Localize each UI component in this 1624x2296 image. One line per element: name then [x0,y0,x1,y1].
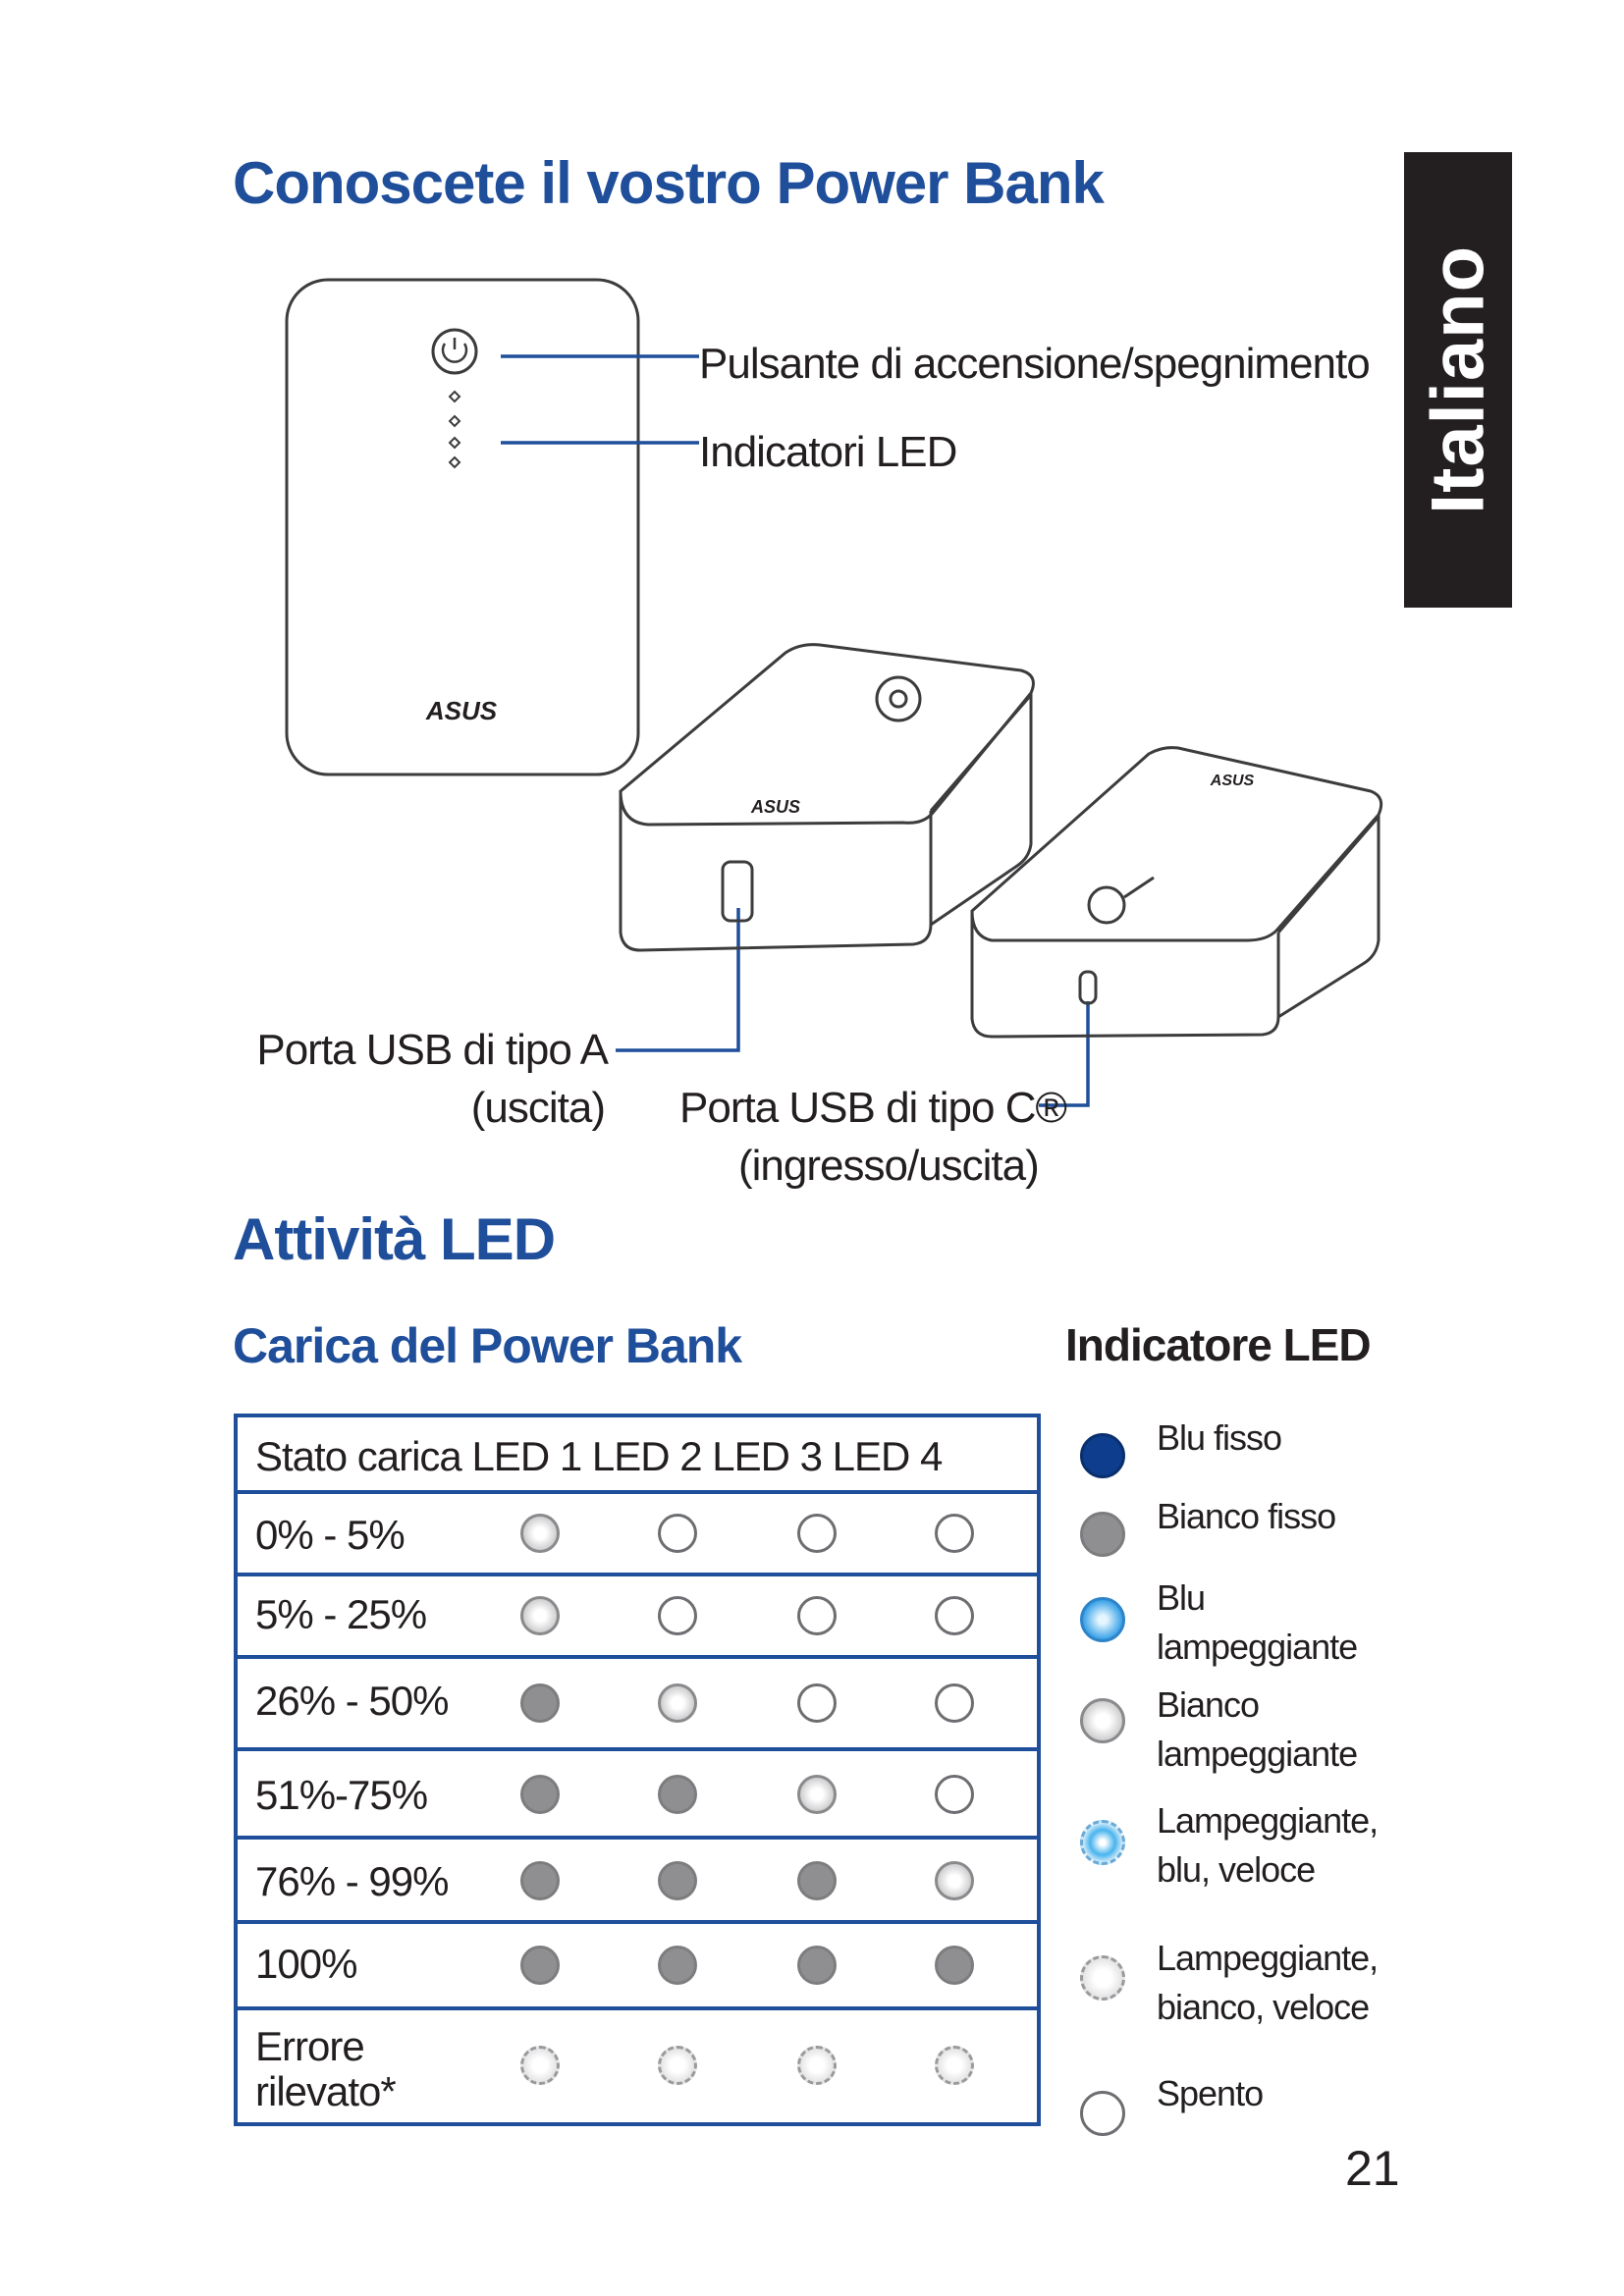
table-row [238,1494,1037,1576]
legend-label-line2: bianco, veloce [1157,1987,1370,2027]
usb-c-callout-line2: (ingresso/uscita) [738,1142,1039,1190]
led-indicators-callout: Indicatori LED [699,428,957,476]
led-3-off-icon [797,1596,837,1635]
led-1-white-solid-icon [520,1946,560,1985]
legend-label-line1: Blu [1157,1577,1206,1618]
legend-label [1157,1796,1451,1895]
led-2-white-fast-blinking-icon [658,2046,697,2085]
led-4-off-icon [935,1596,974,1635]
power-bank-side-view-usb-a [621,645,1033,950]
legend-label-line2: lampeggiante [1157,1627,1358,1667]
led-white-fast-blinking-icon [1080,1955,1125,2001]
led-indicator-dots-icon [450,392,460,467]
charging-title: Carica del Power Bank [233,1318,742,1373]
led-4-off-icon [935,1683,974,1723]
led-4-off-icon [935,1775,974,1814]
table-row [238,1924,1037,2010]
legend-label-line1: Spento [1157,2073,1264,2113]
led-3-off-icon [797,1514,837,1553]
led-4-off-icon [935,1514,974,1553]
page-title: Conoscete il vostro Power Bank [233,150,1104,216]
page-number: 21 [1345,2141,1400,2196]
legend-label-line2: blu, veloce [1157,1849,1316,1890]
led-2-off-icon [658,1596,697,1635]
led-white-solid-icon [1080,1512,1125,1557]
led-3-white-solid-icon [797,1861,837,1900]
legend-label [1157,2069,1451,2118]
legend-label [1157,1492,1451,1541]
table-header-row [238,1417,1037,1494]
led-1-white-fast-blinking-icon [520,2046,560,2085]
led-4-white-fast-blinking-icon [935,2046,974,2085]
led-2-white-solid-icon [658,1775,697,1814]
led-white-blinking-icon [1080,1698,1125,1743]
legend-label [1157,1681,1451,1779]
legend-label-line2: lampeggiante [1157,1734,1358,1774]
table-row [238,1576,1037,1659]
row-label: 26% - 50% [255,1678,449,1724]
table-row [238,1659,1037,1751]
led-blue-solid-icon [1080,1433,1125,1478]
asus-logo-side-a: ASUS [750,797,801,817]
language-tab-label: Italiano [1416,244,1500,515]
led-3-white-blinking-icon [797,1775,837,1814]
table-row [238,1840,1037,1924]
power-bank-front-view [287,280,638,774]
power-button-callout: Pulsante di accensione/spegnimento [699,340,1370,388]
row-label-line1: Errore [255,2023,364,2069]
indicator-title: Indicatore LED [1065,1319,1371,1370]
row-label: 0% - 5% [255,1512,405,1558]
legend-label [1157,1934,1451,2032]
table-row [238,2010,1037,2122]
power-button-icon [433,330,476,373]
table-header: Stato carica LED 1 LED 2 LED 3 LED 4 [255,1433,943,1479]
row-label: 76% - 99% [255,1858,449,1904]
led-1-white-solid-icon [520,1683,560,1723]
led-4-white-solid-icon [935,1946,974,1985]
led-off-icon [1080,2091,1125,2136]
led-2-white-blinking-icon [658,1683,697,1723]
row-label [255,2024,396,2114]
led-1-white-solid-icon [520,1775,560,1814]
led-legend [1080,1414,1434,2140]
led-1-white-blinking-icon [520,1596,560,1635]
row-label-line2: rilevato* [255,2068,396,2114]
legend-label-line1: Blu fisso [1157,1417,1282,1458]
usb-c-callout-line1: Porta USB di tipo C® [679,1084,1066,1132]
legend-label [1157,1414,1451,1463]
power-bank-side-view-usb-c [972,748,1381,1037]
led-2-off-icon [658,1514,697,1553]
led-4-white-blinking-icon [935,1861,974,1900]
usb-a-callout-line2: (uscita) [470,1084,605,1132]
led-2-white-solid-icon [658,1946,697,1985]
led-1-white-solid-icon [520,1861,560,1900]
legend-label-line1: Bianco fisso [1157,1496,1336,1536]
led-blue-fast-blinking-icon [1080,1820,1125,1865]
led-blue-blinking-icon [1080,1597,1125,1642]
row-label: 100% [255,1941,357,1987]
row-label: 5% - 25% [255,1591,427,1637]
led-3-white-solid-icon [797,1946,837,1985]
led-section-title: Attività LED [233,1206,556,1272]
led-2-white-solid-icon [658,1861,697,1900]
usb-a-callout-line1: Porta USB di tipo A [256,1026,608,1074]
legend-label-line1: Lampeggiante, [1157,1800,1379,1841]
legend-label [1157,1574,1451,1672]
asus-logo-side-c: ASUS [1210,773,1255,789]
led-3-white-fast-blinking-icon [797,2046,837,2085]
led-3-off-icon [797,1683,837,1723]
charging-status-table [234,1414,1041,2126]
legend-label-line1: Bianco [1157,1684,1260,1725]
led-1-white-blinking-icon [520,1514,560,1553]
legend-label-line1: Lampeggiante, [1157,1938,1379,1978]
row-label: 51%-75% [255,1772,428,1818]
table-row [238,1751,1037,1840]
asus-logo-front: ASUS [425,696,498,725]
